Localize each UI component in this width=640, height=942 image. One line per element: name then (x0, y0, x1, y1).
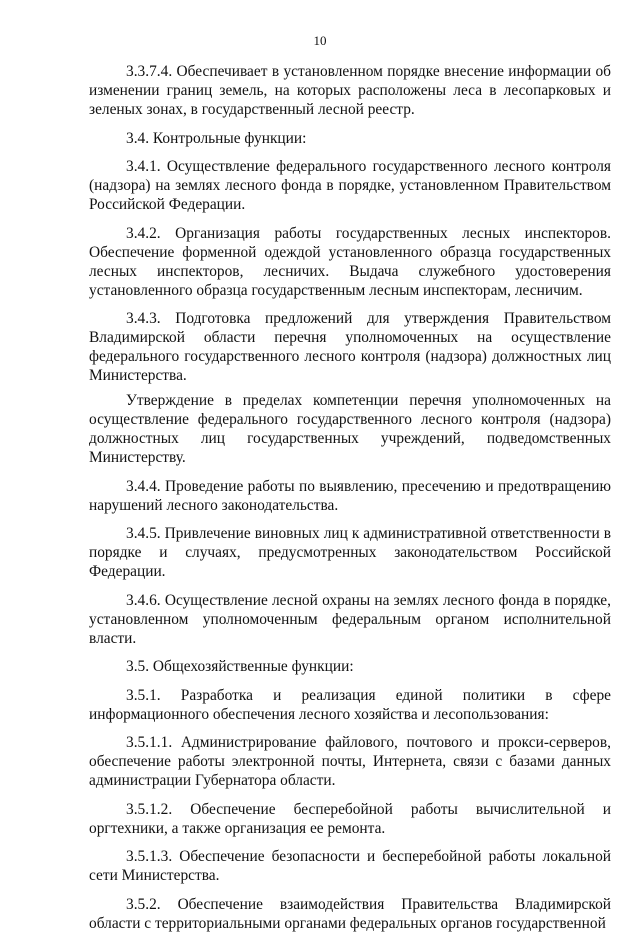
paragraph-3-5-2: 3.5.2. Обеспечение взаимодействия Правительства Владимирской области с территориальными органами федеральных органов государственной (89, 895, 611, 932)
paragraph-3-5-1-3: 3.5.1.3. Обеспечение безопасности и бесперебойной работы локальной сети Министерства. (89, 848, 611, 884)
paragraph-3-5-1-1: 3.5.1.1. Администрирование файлового, почтового и прокси-серверов, обеспечение работы электронной почты, Интернета, связи с базами данных администрации Губернатора области. (89, 734, 611, 789)
heading-general-functions: 3.5. Общехозяйственные функции: (126, 658, 354, 675)
heading-control-functions: 3.4. Контрольные функции: (126, 129, 307, 147)
paragraph-3-4-3: 3.4.3. Подготовка предложений для утверждения Правительством Владимирской области перечня уполномоченных на осуществление федерального государственного лесного контроля (надзора) должностных лиц Министерства. (89, 310, 611, 384)
paragraph-3-5-1-2: 3.5.1.2. Обеспечение бесперебойной работы вычислительной и оргтехники, а также организация ее ремонта. (89, 800, 611, 837)
paragraph-3-4-1: 3.4.1. Осуществление федерального государственного лесного контроля (надзора) на землях лесного фонда в порядке, установленном Правительством Российской Федерации. (89, 158, 611, 213)
paragraph-3-4-6: 3.4.6. Осуществление лесной охраны на землях лесного фонда в порядке, установленном уполномоченным федеральным органом исполнительной власти. (89, 591, 611, 647)
paragraph-3-5-1: 3.5.1. Разработка и реализация единой политики в сфере информационного обеспечения лесного хозяйства и лесопользования: (89, 686, 611, 723)
paragraph-3-4-5: 3.4.5. Привлечение виновных лиц к административной ответственности в порядке и случаях, предусмотренных законодательством Российской Федерации. (89, 525, 611, 580)
paragraph-approval: Утверждение в пределах компетенции перечня уполномоченных на осуществление федерального государственного лесного контроля (надзора) должностных лиц государственных учреждений, подведомственных Министерству. (89, 392, 611, 466)
page-number: 10 (313, 33, 327, 48)
paragraph-3-4-2: 3.4.2. Организация работы государственных лесных инспекторов. Обеспечение форменной одеждой установленного образца государственных лесных инспекторов, лесничих. Выдача служебного удостоверения установленного образца государственным лесным инспекторам, лесничим. (89, 224, 611, 299)
paragraph-3-3-7-4: 3.3.7.4. Обеспечивает в установленном порядке внесение информации об изменении границ земель, на которых расположены леса в лесопарковых и зеленых зонах, в государственный лесной реестр. (89, 63, 611, 118)
document-body (89, 62, 611, 942)
paragraph-3-4-4: 3.4.4. Проведение работы по выявлению, пресечению и предотвращению нарушений лесного законодательства. (89, 477, 611, 514)
